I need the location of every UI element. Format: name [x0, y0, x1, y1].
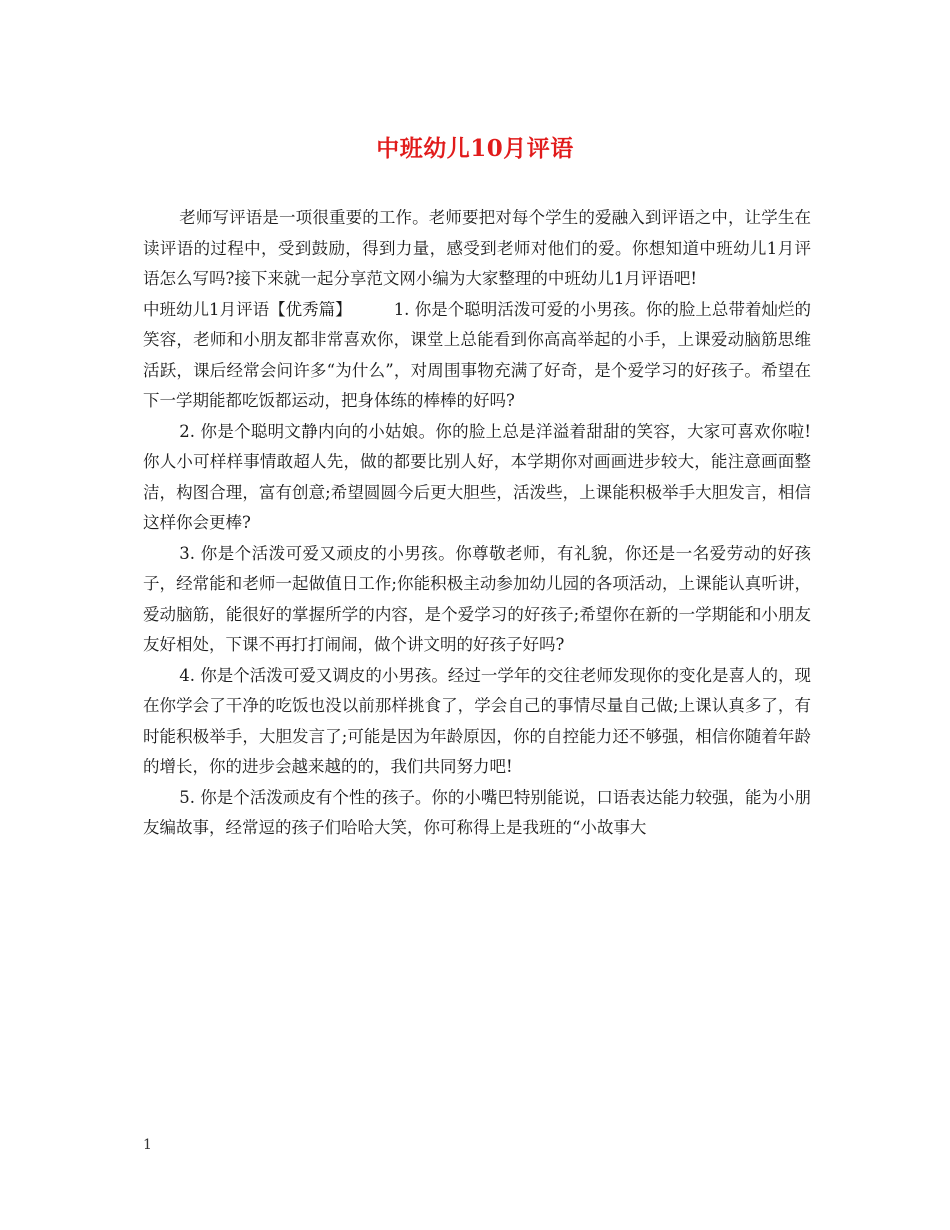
- page-number: 1: [143, 1137, 152, 1153]
- document-title: 中班幼儿10月评语: [376, 135, 574, 162]
- item-5: 5. 你是个活泼顽皮有个性的孩子。你的小嘴巴特别能说，口语表达能力较强，能为小朋友编故事，经常逗的孩子们哈哈大笑，你可称得上是我班的“小故事大: [143, 787, 811, 837]
- item-4: 4. 你是个活泼可爱又调皮的小男孩。经过一学年的交往老师发现你的变化是喜人的，现在你学会了干净的吃饭也没以前那样挑食了，学会自己的事情尽量自己做;上课认真多了，有时能积极举手，大胆发言了;可能是因为年龄原因，你的自控能力还不够强，相信你随着年龄的增长，你的进步会越来越的的，我们共同努力吧!: [143, 665, 811, 776]
- section-paragraph: [143, 295, 811, 417]
- intro-paragraph: 老师写评语是一项很重要的工作。老师要把对每个学生的爱融入到评语之中，让学生在读评语的过程中，受到鼓励，得到力量，感受到老师对他们的爱。你想知道中班幼儿1月评语怎么写吗?接下来就一起分享范文网小编为大家整理的中班幼儿1月评语吧!: [143, 208, 811, 288]
- item-1: 1. 你是个聪明活泼可爱的小男孩。你的脸上总带着灿烂的笑容，老师和小朋友都非常喜欢你，课堂上总能看到你高高举起的小手，上课爱动脑筋思维活跃，课后经常会问许多“为什么”，对周围事物充满了好奇，是个爱学习的好孩子。希望在下一学期能都吃饭都运动，把身体练的棒棒的好吗?: [143, 299, 811, 410]
- item-2: 2. 你是个聪明文静内向的小姑娘。你的脸上总是洋溢着甜甜的笑容，大家可喜欢你啦!你人小可样样事情敢超人先，做的都要比别人好，本学期你对画画进步较大，能注意画面整洁，构图合理，富有创意;希望圆圆今后更大胆些，活泼些，上课能积极举手大胆发言，相信这样你会更棒?: [143, 421, 811, 532]
- section-title: 中班幼儿1月评语【优秀篇】: [143, 299, 352, 319]
- item-3: 3. 你是个活泼可爱又顽皮的小男孩。你尊敬老师，有礼貌，你还是一名爱劳动的好孩子，经常能和老师一起做值日工作;你能积极主动参加幼儿园的各项活动，上课能认真听讲，爱动脑筋，能很好的掌握所学的内容，是个爱学习的好孩子;希望你在新的一学期能和小朋友友好相处，下课不再打打闹闹，做个讲文明的好孩子好吗?: [143, 543, 811, 654]
- document-body: [143, 203, 811, 844]
